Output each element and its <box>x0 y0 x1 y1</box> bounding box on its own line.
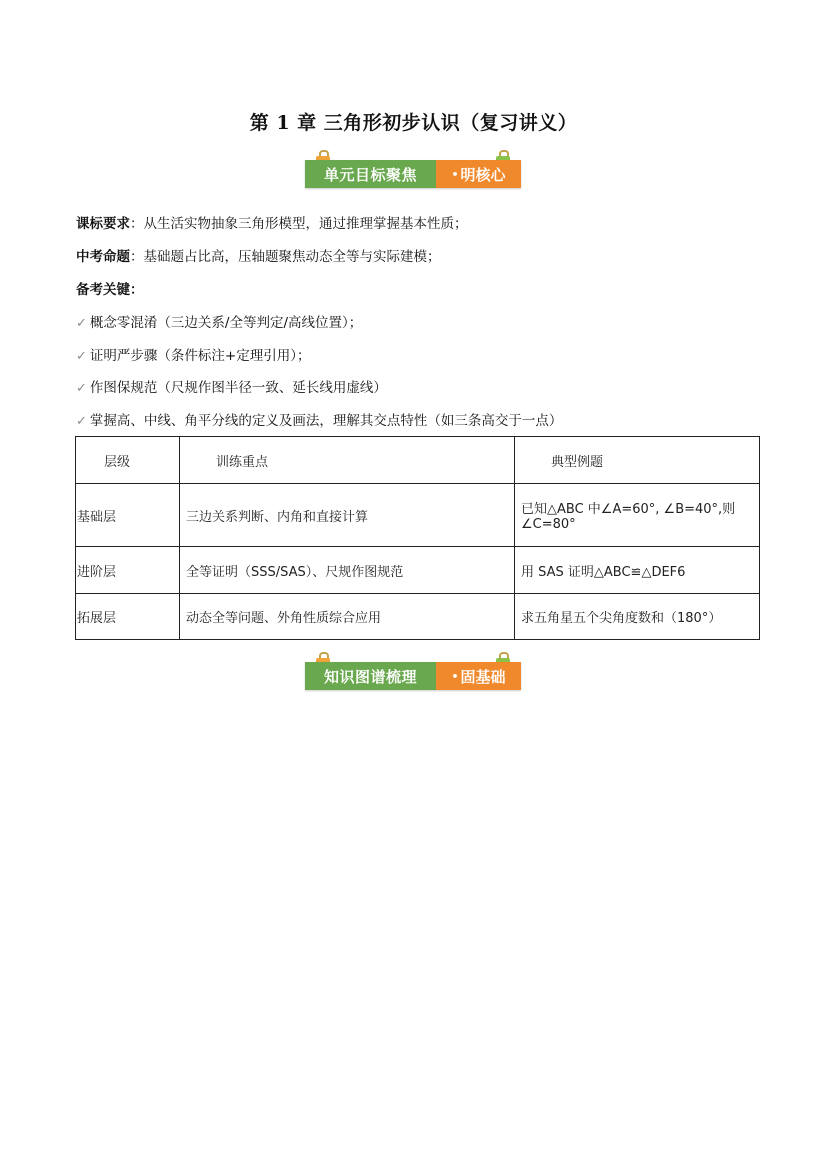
table-cell: 动态全等问题、外角性质综合应用 <box>180 594 515 640</box>
prep-key <box>76 281 144 299</box>
course-requirement <box>76 215 468 233</box>
banner-right-text: 固基础 <box>460 667 506 686</box>
table-row <box>76 594 760 640</box>
table-cell: 拓展层 <box>76 594 180 640</box>
table-cell: 全等证明（SSS/SAS）、尺规作图规范 <box>180 547 515 594</box>
banner-right-text: 明核心 <box>460 165 506 184</box>
table-cell: 三边关系判断、内角和直接计算 <box>180 484 515 547</box>
section-banner-knowledge <box>305 652 521 690</box>
checklist-item <box>76 347 310 366</box>
table-header-cell: 训练重点 <box>180 437 515 484</box>
checklist-text: 概念零混淆（三边关系/全等判定/高线位置）； <box>89 315 363 331</box>
checklist-text: 证明严步骤（条件标注+定理引用）； <box>89 348 311 364</box>
banner-left-text: 知识图谱梳理 <box>305 662 436 690</box>
check-icon: ✓ <box>76 349 87 364</box>
table-cell: 进阶层 <box>76 547 180 594</box>
check-icon: ✓ <box>76 381 87 396</box>
table-header-row <box>76 437 760 484</box>
table-header-cell: 典型例题 <box>515 437 760 484</box>
checklist-item <box>76 379 387 398</box>
table-row <box>76 547 760 594</box>
checklist-text: 作图保规范（尺规作图半径一致、延长线用虚线） <box>89 380 387 396</box>
prep-key-label: 备考关键 <box>76 282 130 298</box>
table-cell: 用 SAS 证明△ABC≌△DEF6 <box>515 547 760 594</box>
banner-dot: • <box>451 669 459 683</box>
course-text: ：从生活实物抽象三角形模型，通过推理掌握基本性质； <box>130 216 468 232</box>
table-cell: 已知△ABC 中∠A=60°, ∠B=40°,则∠C=80° <box>515 484 760 547</box>
exam-text: ：基础题占比高，压轴题聚焦动态全等与实际建模； <box>130 249 441 265</box>
section-banner-goals <box>305 150 521 188</box>
exam-proposition <box>76 248 441 266</box>
banner-dot: • <box>451 167 459 181</box>
prep-key-colon: ： <box>130 282 144 298</box>
banner-right <box>436 662 521 690</box>
table-cell: 基础层 <box>76 484 180 547</box>
check-icon: ✓ <box>76 414 87 429</box>
course-label: 课标要求 <box>76 216 130 232</box>
checklist-item <box>76 412 562 431</box>
checklist-text: 掌握高、中线、角平分线的定义及画法，理解其交点特性（如三条高交于一点） <box>89 413 563 429</box>
check-icon: ✓ <box>76 316 87 331</box>
training-table <box>75 436 760 640</box>
banner-left-text: 单元目标聚焦 <box>305 160 436 188</box>
table-row <box>76 484 760 547</box>
exam-label: 中考命题 <box>76 249 130 265</box>
table-header-cell: 层级 <box>76 437 180 484</box>
page-title: 第 1 章 三角形初步认识（复习讲义） <box>249 112 578 134</box>
table-cell: 求五角星五个尖角度数和（180°） <box>515 594 760 640</box>
checklist-item <box>76 314 362 333</box>
banner-right <box>436 160 521 188</box>
